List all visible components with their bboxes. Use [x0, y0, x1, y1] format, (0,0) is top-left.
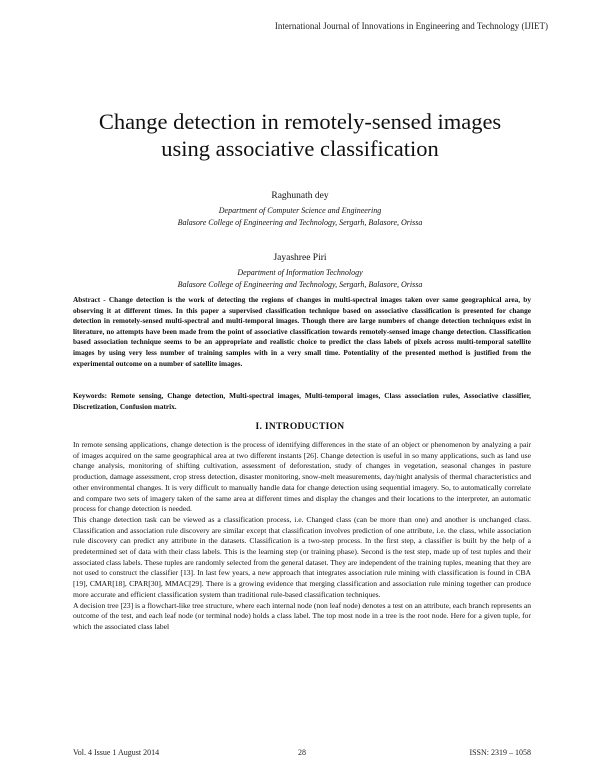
keywords: Keywords: Remote sensing, Change detection, Multi-spectral images, Multi-temporal images, Class association rules, Associative classifier, Discretization, Confusion matrix.: [73, 391, 531, 411]
author-institution: Balasore College of Engineering and Technology, Sergarh, Balasore, Orissa: [177, 280, 423, 289]
body-paragraph: A decision tree [23] is a flowchart-like tree structure, where each internal node (non leaf node) denotes a test on an attribute, each branch represents an outcome of the test, and each leaf node (or terminal node) holds a class label. The top most node in a tree is the root node. Here for a given tuple, for which the associated class label: [73, 600, 531, 631]
section-heading-introduction: I. INTRODUCTION: [255, 422, 345, 432]
author-department: Department of Computer Science and Engineering: [218, 206, 382, 215]
author-name: Jayashree Piri: [273, 253, 327, 263]
author-institution: Balasore College of Engineering and Technology, Sergarh, Balasore, Orissa: [177, 218, 423, 227]
body-paragraph: In remote sensing applications, change detection is the process of identifying differences in the state of an object or phenomenon by analyzing a pair of images acquired on the same geographical area at two different instants [26]. Change detection is useful in so many applications, such as land use change analysis, monitoring of shifting cultivation, assessment of deforestation, study of changes in vegetation, seasonal changes in pasture production, damage assessment, crop stress detection, disaster monitoring, snow-melt measurements, day/night analysis of thermal characteristics and other environmental changes. It is very difficult to manually handle data for change detection using sequential imagery. So, to automatically correlate and compare two sets of imagery taken of the same area at different times and display the changes and their locations to the interpreter, an automatic process for change detection is needed.: [73, 440, 531, 514]
author-department: Department of Information Technology: [237, 268, 363, 277]
body-paragraph: This change detection task can be viewed as a classification process, i.e. Changed class (can be more than one) and another is unchanged class. Classification and association rule discovery are similar except that classification involves prediction of one attribute, i.e. the class, while association rule discovery can predict any attribute in the datasets. Classification is a two-step process. In the first step, a classifier is built by the help of a predetermined set of data with their class labels. This is the learning step (or training phase). Second is the test step, made up of test tuples and their associated class labels. These tuples are randomly selected from the general dataset. They are independent of the training tuples, meaning that they are not used to construct the classifier [13]. In last few years, a new approach that integrates association rule mining with classification is found in CBA [19], CMAR[18], CPAR[30], MMAC[29]. There is a growing evidence that merging classification and association rule mining together can produce more accurate and efficient classification system than traditional rule-based classification techniques.: [73, 514, 531, 599]
title-line-2: using associative classification: [161, 136, 439, 161]
author-block-1: [0, 191, 600, 229]
introduction-body: [73, 440, 531, 633]
paper-title: [0, 108, 600, 162]
footer-issn: ISSN: 2319 – 1058: [469, 748, 531, 757]
abstract: Abstract - Change detection is the work of detecting the regions of changes in multi-spectral images taken over same geographical area, by observing it at different times. In this paper a supervised classification technique based on associative classification is presented for change detection in remotely-sensed multi-spectral and multi-temporal images. Though there are large numbers of change detection techniques exist in literature, no attempts have been made from the point of associative classification towards remotely-sensed image change detection. Classification based association technique seems to be an appropriate and realistic choice to predict the class labels of pixels across multi-temporal satellite images by using very less number of training samples with in a very small time. Potentiality of the presented method is justified from the experimental outcome on a number of satellite images.: [73, 295, 531, 368]
page-number: 28: [298, 748, 306, 757]
author-name: Raghunath dey: [271, 191, 329, 201]
journal-header: International Journal of Innovations in Engineering and Technology (IJIET): [274, 21, 548, 31]
title-line-1: Change detection in remotely-sensed images: [98, 109, 502, 134]
author-block-2: [0, 253, 600, 291]
footer-volume: Vol. 4 Issue 1 August 2014: [73, 748, 160, 757]
